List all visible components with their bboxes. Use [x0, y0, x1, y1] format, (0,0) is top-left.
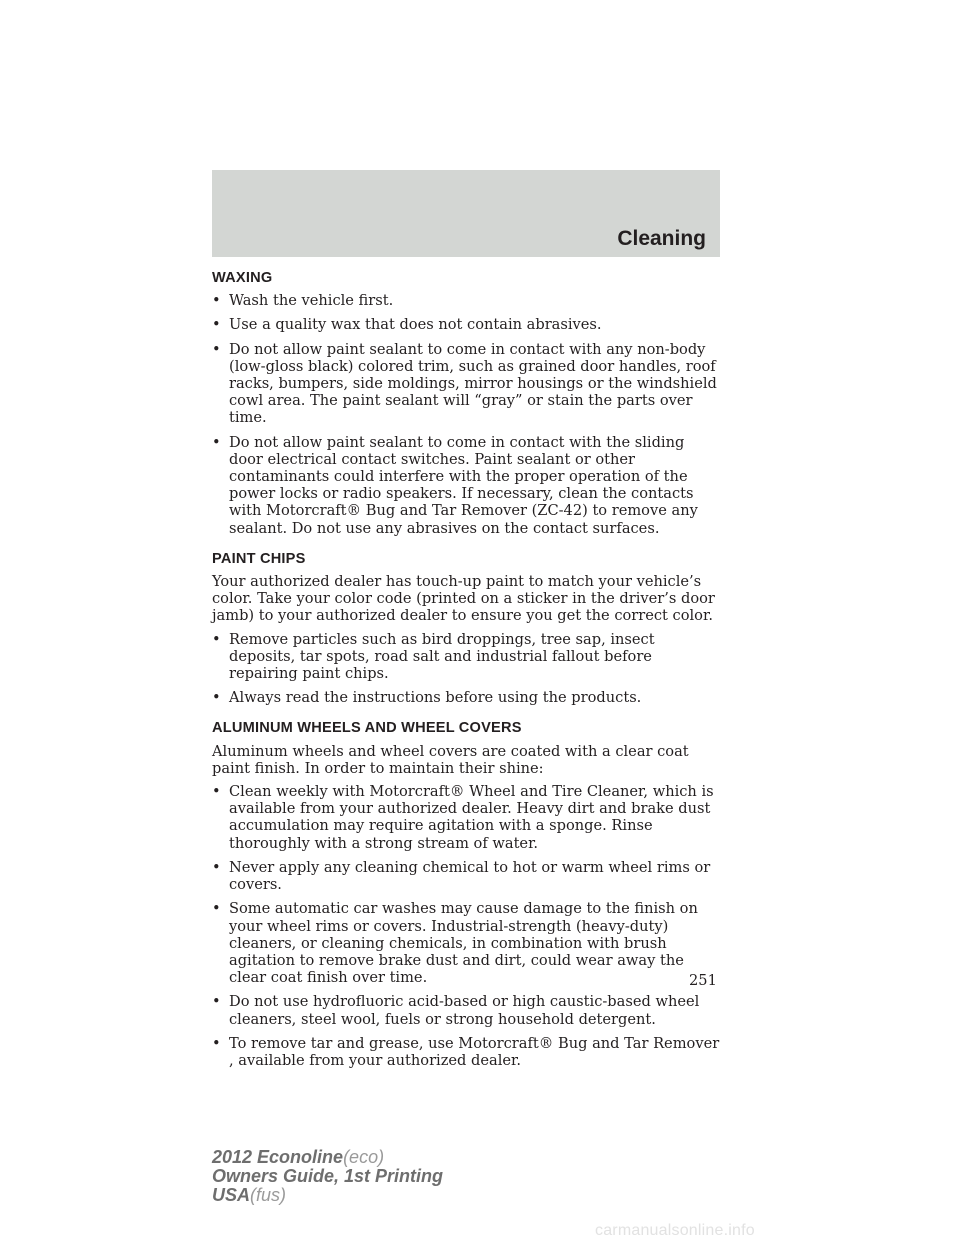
bullet-glyph: • [212, 689, 221, 707]
heading-aluminum-wheels: ALUMINUM WHEELS AND WHEEL COVERS [212, 720, 522, 737]
section-title: Cleaning [617, 227, 706, 250]
bullet-glyph: • [212, 858, 221, 876]
bullet-glyph: • [212, 900, 221, 918]
list-item: • To remove tar and grease, use Motorcraft® Bug and Tar Remover , available from your authorized dealer. [212, 1034, 720, 1069]
bullet-glyph: • [212, 292, 221, 310]
list-item: • Do not allow paint sealant to come in contact with the sliding door electrical contact switches. Paint sealant or other contaminants could interfere with the proper operation of the power locks or radio speakers. If necessary, clean the contacts with Motorcraft® Bug and Tar Remover (ZC-42) to remove any sealant. Do not use any abrasives on the contact surfaces. [212, 433, 698, 537]
bullet-glyph: • [212, 433, 221, 451]
list-item: • Do not use hydrofluoric acid-based or high caustic-based wheel cleaners, steel wool, fuels or strong household detergent. [212, 993, 700, 1028]
watermark: carmanualsonline.info [595, 1222, 755, 1239]
waxing-list [212, 292, 722, 537]
footer-line-3: USA(fus) [212, 1185, 287, 1205]
bullet-glyph: • [212, 783, 221, 801]
heading-waxing: WAXING [212, 270, 273, 286]
list-item: • Never apply any cleaning chemical to hot or warm wheel rims or covers. [212, 858, 711, 894]
list-item: • Use a quality wax that does not contain abrasives. [212, 316, 602, 334]
bullet-glyph: • [212, 316, 221, 334]
bullet-glyph: • [212, 630, 221, 648]
document-footer [212, 1148, 443, 1205]
section-header-bar [212, 170, 720, 257]
footer-line-2: Owners Guide, 1st Printing [212, 1166, 444, 1186]
aluminum-wheels-list [212, 783, 722, 1069]
list-item: • Clean weekly with Motorcraft® Wheel and Tire Cleaner, which is available from your authorized dealer. Heavy dirt and brake dust accumulation may require agitation with a sponge. Rinse thoroughly with a strong stream of water. [212, 783, 714, 852]
aluminum-wheels-intro: Aluminum wheels and wheel covers are coated with a clear coat paint finish. In order to maintain their shine: [212, 742, 689, 777]
list-item: • Remove particles such as bird droppings, tree sap, insect deposits, tar spots, road salt and industrial fallout before repairing paint chips. [212, 630, 655, 683]
page-number: 251 [689, 972, 717, 989]
bullet-glyph: • [212, 993, 221, 1011]
page-content [212, 270, 722, 1076]
list-item: • Some automatic car washes may cause damage to the finish on your wheel rims or covers. Industrial-strength (heavy-duty) cleaners, or cleaning chemicals, in combination with brush agitation to remove brake dust and dirt, could wear away the clear coat finish over time. [212, 900, 698, 987]
paint-chips-list [212, 631, 722, 707]
list-item: • Wash the vehicle first. [212, 292, 394, 310]
heading-paint-chips: PAINT CHIPS [212, 550, 306, 567]
bullet-glyph: • [212, 1034, 221, 1052]
list-item: • Always read the instructions before using the products. [212, 689, 642, 707]
footer-line-1: 2012 Econoline(eco) [212, 1147, 385, 1167]
list-item: • Do not allow paint sealant to come in contact with any non-body (low-gloss black) colored trim, such as grained door handles, roof racks, bumpers, side moldings, mirror housings or the windshield cowl area. The paint sealant will “gray” or stain the parts over time. [212, 340, 717, 427]
bullet-glyph: • [212, 340, 221, 358]
paint-chips-intro: Your authorized dealer has touch-up paint to match your vehicle’s color. Take your color code (printed on a sticker in the driver’s door jamb) to your authorized dealer to ensure you get the correct color. [212, 573, 715, 625]
